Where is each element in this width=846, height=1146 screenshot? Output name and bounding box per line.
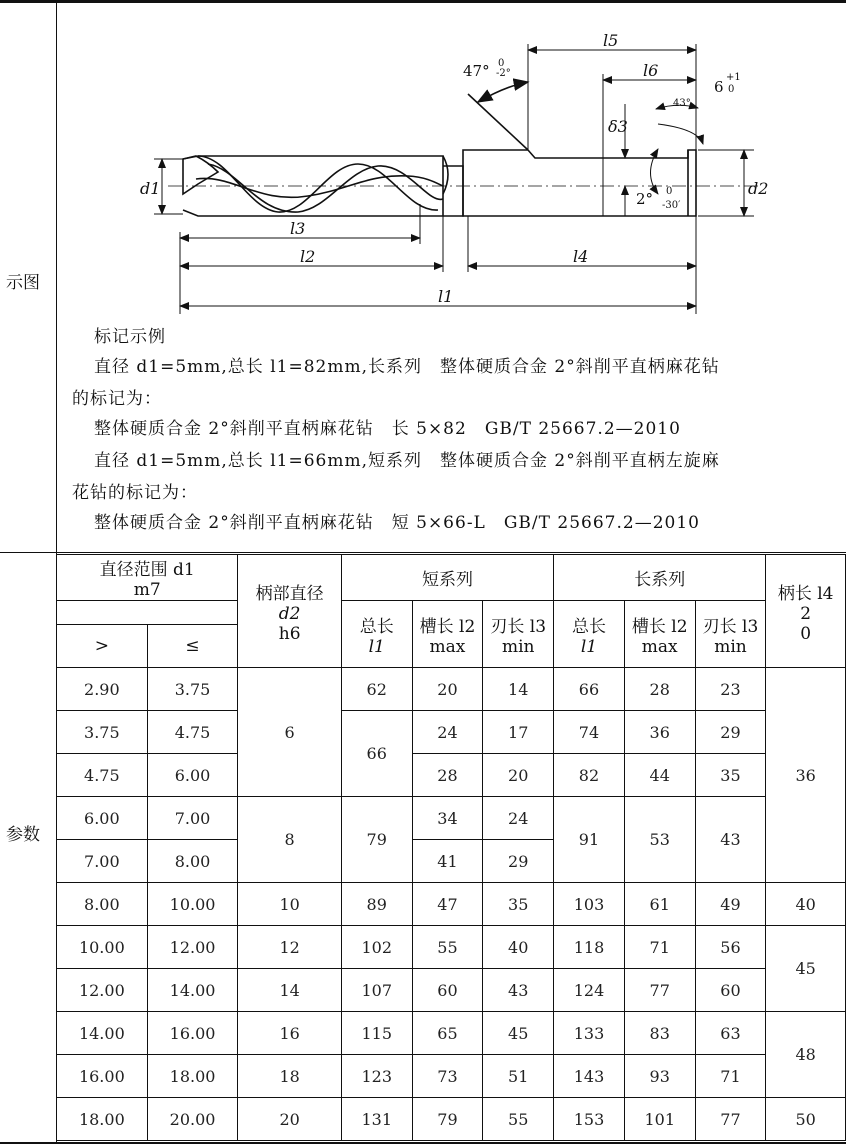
cell-shank-length: 40	[766, 883, 846, 926]
header-short-edge-min: min	[501, 636, 535, 657]
label-43: 43°	[673, 98, 691, 109]
header-short-flute-max: max	[429, 636, 466, 657]
label-2deg-tol-upper: 0	[666, 186, 673, 197]
cell-d2: 14	[238, 969, 341, 1012]
angle-2-arc	[651, 149, 659, 194]
cell-long-total: 74	[554, 711, 625, 754]
parameter-table	[56, 554, 846, 1141]
header-diameter-range	[57, 555, 238, 601]
cell-le: 16.00	[147, 1012, 238, 1055]
cell-long-total: 66	[554, 668, 625, 711]
header-d2: d2	[278, 603, 301, 624]
cell-long-flute: 83	[624, 1012, 695, 1055]
header-m7: m7	[133, 580, 161, 600]
bottom-border	[0, 1142, 846, 1144]
cell-long-total: 118	[554, 926, 625, 969]
cell-le: 6.00	[147, 754, 238, 797]
cell-short-edge: 55	[483, 1098, 554, 1141]
neck	[443, 166, 463, 216]
table-row	[57, 754, 846, 797]
cell-long-flute: 44	[624, 754, 695, 797]
cell-long-edge: 63	[695, 1012, 766, 1055]
table-row	[57, 668, 846, 711]
header-short-l1: l1	[368, 636, 385, 657]
cell-long-flute: 101	[624, 1098, 695, 1141]
label-d2: d2	[748, 179, 769, 198]
header-long-series: 长系列	[554, 555, 766, 601]
header-h6: h6	[278, 623, 301, 644]
angle-47-arc	[478, 82, 528, 102]
cell-short-total: 115	[341, 1012, 412, 1055]
cell-gt: 2.90	[57, 668, 148, 711]
cell-le: 8.00	[147, 840, 238, 883]
cell-long-edge: 29	[695, 711, 766, 754]
label-l6: l6	[643, 61, 659, 80]
cell-gt: 10.00	[57, 926, 148, 969]
cell-long-flute: 77	[624, 969, 695, 1012]
label-delta3: δ3	[608, 117, 628, 136]
header-long-edge-label: 刃长 l3	[702, 616, 759, 637]
label-six: 6	[714, 78, 724, 96]
cell-gt: 16.00	[57, 1055, 148, 1098]
cell-gt: 3.75	[57, 711, 148, 754]
header-tol-0: 0	[800, 623, 812, 644]
header-shank-length	[766, 555, 846, 668]
cell-short-flute: 20	[412, 668, 483, 711]
table-row	[57, 883, 846, 926]
cell-gt: 12.00	[57, 969, 148, 1012]
cell-le: 10.00	[147, 883, 238, 926]
header-long-flute-label: 槽长 l2	[631, 616, 688, 637]
label-l3: l3	[290, 219, 306, 238]
label-six-tol-lower: 0	[728, 84, 735, 95]
cell-short-total: 123	[341, 1055, 412, 1098]
cell-long-total: 143	[554, 1055, 625, 1098]
cell-short-flute: 28	[412, 754, 483, 797]
header-shank-diameter-label: 柄部直径	[255, 583, 324, 604]
cell-short-edge: 17	[483, 711, 554, 754]
header-short-edge-label: 刃长 l3	[490, 616, 547, 637]
cell-long-total: 91	[554, 797, 625, 883]
cell-long-edge: 23	[695, 668, 766, 711]
table-row	[57, 797, 846, 840]
cell-d2: 18	[238, 1055, 341, 1098]
cell-le: 14.00	[147, 969, 238, 1012]
cell-short-total: 89	[341, 883, 412, 926]
table-row	[57, 1012, 846, 1055]
table-row	[57, 1055, 846, 1098]
header-tol-2: 2	[800, 603, 812, 624]
notes-heading: 标记示例	[94, 327, 166, 347]
header-le: ≤	[147, 625, 238, 668]
header-shank-length-label: 柄长 l4	[777, 583, 834, 604]
cell-short-edge: 43	[483, 969, 554, 1012]
header-short-series: 短系列	[341, 555, 553, 601]
table-row	[57, 711, 846, 754]
cell-gt: 18.00	[57, 1098, 148, 1141]
table-row	[57, 1098, 846, 1141]
cell-short-total: 79	[341, 797, 412, 883]
table-row	[57, 926, 846, 969]
cell-long-total: 82	[554, 754, 625, 797]
header-long-edge	[695, 601, 766, 668]
cell-short-edge: 51	[483, 1055, 554, 1098]
cell-long-edge: 77	[695, 1098, 766, 1141]
cell-le: 4.75	[147, 711, 238, 754]
header-short-flute	[412, 601, 483, 668]
notes-line-4: 直径 d1=5mm,总长 l1=66mm,短系列 整体硬质合金 2°斜削平直柄左旋麻	[94, 451, 720, 471]
header-short-total	[341, 601, 412, 668]
cell-d2: 10	[238, 883, 341, 926]
header-gt: >	[57, 625, 148, 668]
cell-shank-length: 45	[766, 926, 846, 1012]
label-2deg-tol-lower: -30′	[662, 200, 681, 211]
figure-row-label: 示图	[6, 273, 40, 293]
cell-long-flute: 28	[624, 668, 695, 711]
label-47: 47°	[463, 62, 490, 80]
cell-long-flute: 36	[624, 711, 695, 754]
cell-short-edge: 35	[483, 883, 554, 926]
cell-short-total: 66	[341, 711, 412, 797]
table-row	[57, 969, 846, 1012]
cell-long-edge: 49	[695, 883, 766, 926]
cell-short-total: 62	[341, 668, 412, 711]
notes-line-3: 整体硬质合金 2°斜削平直柄麻花钻 长 5×82 GB/T 25667.2—2010	[94, 419, 681, 439]
header-diameter-range-label: 直径范围 d1	[99, 560, 195, 580]
cell-short-total: 131	[341, 1098, 412, 1141]
params-row-label: 参数	[6, 825, 40, 845]
label-2deg: 2°	[636, 190, 654, 208]
cell-shank-length: 36	[766, 668, 846, 883]
cell-d2: 20	[238, 1098, 341, 1141]
cell-le: 20.00	[147, 1098, 238, 1141]
cell-gt: 8.00	[57, 883, 148, 926]
section-divider	[0, 552, 846, 553]
cell-long-edge: 60	[695, 969, 766, 1012]
header-long-edge-min: min	[714, 636, 747, 657]
cell-d2: 16	[238, 1012, 341, 1055]
notes-line-6: 整体硬质合金 2°斜削平直柄麻花钻 短 5×66-L GB/T 25667.2—2010	[94, 513, 700, 533]
cell-shank-length: 48	[766, 1012, 846, 1098]
cell-short-flute: 34	[412, 797, 483, 840]
header-short-edge	[483, 601, 554, 668]
cell-short-edge: 45	[483, 1012, 554, 1055]
notes-line-5: 花钻的标记为：	[72, 483, 198, 503]
cell-long-edge: 71	[695, 1055, 766, 1098]
cell-gt: 7.00	[57, 840, 148, 883]
cell-short-total: 102	[341, 926, 412, 969]
cell-le: 12.00	[147, 926, 238, 969]
cell-gt: 14.00	[57, 1012, 148, 1055]
header-long-flute-max: max	[641, 636, 678, 657]
header-long-l1: l1	[580, 636, 598, 657]
cell-short-flute: 55	[412, 926, 483, 969]
cell-short-flute: 73	[412, 1055, 483, 1098]
label-l2: l2	[300, 247, 316, 266]
cell-gt: 6.00	[57, 797, 148, 840]
cell-short-edge: 24	[483, 797, 554, 840]
cell-short-flute: 60	[412, 969, 483, 1012]
cell-short-edge: 20	[483, 754, 554, 797]
cell-long-edge: 56	[695, 926, 766, 969]
cell-le: 18.00	[147, 1055, 238, 1098]
cell-short-flute: 41	[412, 840, 483, 883]
header-long-total	[554, 601, 625, 668]
header-m7-spacer	[57, 601, 238, 625]
label-d1: d1	[140, 179, 161, 198]
cell-long-flute: 71	[624, 926, 695, 969]
cell-long-total: 103	[554, 883, 625, 926]
flat-angle-leader	[468, 94, 528, 150]
cell-long-flute: 61	[624, 883, 695, 926]
cell-le: 3.75	[147, 668, 238, 711]
cell-d2: 8	[238, 797, 341, 883]
header-short-total-label: 总长	[359, 616, 394, 637]
label-47-tol-lower: -2°	[496, 68, 511, 79]
cell-short-edge: 40	[483, 926, 554, 969]
cell-short-total: 107	[341, 969, 412, 1012]
cell-d2: 12	[238, 926, 341, 969]
cell-short-edge: 14	[483, 668, 554, 711]
cell-short-flute: 65	[412, 1012, 483, 1055]
top-border	[0, 0, 846, 3]
header-long-flute	[624, 601, 695, 668]
header-shank-diameter	[238, 555, 341, 668]
cell-long-total: 153	[554, 1098, 625, 1141]
cell-long-edge: 35	[695, 754, 766, 797]
cell-long-total: 124	[554, 969, 625, 1012]
notes-line-2: 的标记为：	[72, 389, 162, 409]
cell-gt: 4.75	[57, 754, 148, 797]
label-six-tol-upper: +1	[726, 72, 741, 83]
cell-short-flute: 47	[412, 883, 483, 926]
cell-le: 7.00	[147, 797, 238, 840]
header-long-total-label: 总长	[571, 616, 606, 637]
notes-line-1: 直径 d1=5mm,总长 l1=82mm,长系列 整体硬质合金 2°斜削平直柄麻花钻	[94, 357, 720, 377]
cell-shank-length: 50	[766, 1098, 846, 1141]
header-short-flute-label: 槽长 l2	[419, 616, 476, 637]
cell-short-flute: 79	[412, 1098, 483, 1141]
cell-long-total: 133	[554, 1012, 625, 1055]
cell-long-flute: 93	[624, 1055, 695, 1098]
cell-long-flute: 53	[624, 797, 695, 883]
label-l4: l4	[573, 247, 589, 266]
cell-short-edge: 29	[483, 840, 554, 883]
label-l5: l5	[603, 31, 619, 50]
drill-tip	[183, 156, 218, 194]
label-47-tol-upper: 0	[498, 58, 505, 69]
cell-long-edge: 43	[695, 797, 766, 883]
cell-short-flute: 24	[412, 711, 483, 754]
label-l1: l1	[438, 287, 454, 306]
cell-d2: 6	[238, 668, 341, 797]
